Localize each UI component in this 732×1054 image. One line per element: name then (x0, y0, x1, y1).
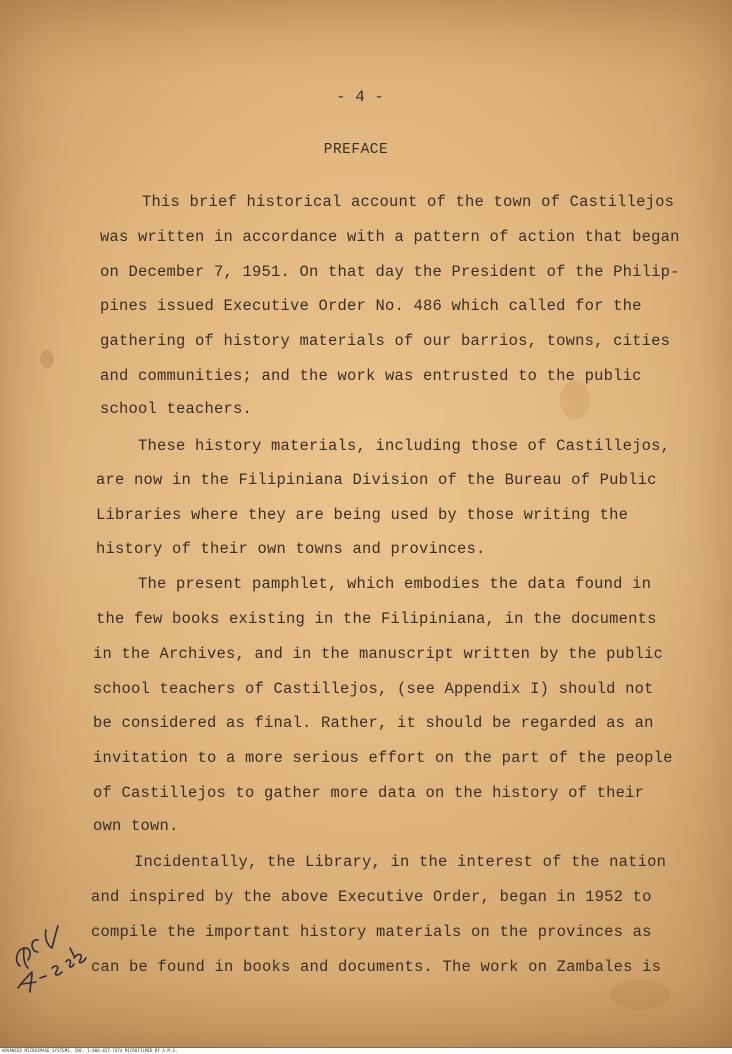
page-number: - 4 - (335, 88, 384, 106)
paragraph-line: school teachers of Castillejos, (see Appendix I) should not (93, 680, 654, 698)
footer-text: ADVANCED MICROIMAGE SYSTEMS, INC. 1-800-827-7474 MICROFILMED BY A.M.S. (2, 1048, 178, 1053)
paragraph-line: gathering of history materials of our barrios, towns, cities (100, 332, 671, 350)
paragraph-line: of Castillejos to gather more data on the history of their (93, 784, 645, 802)
paragraph-line: The present pamphlet, which embodies the data found in (138, 575, 652, 593)
paragraph-line: on December 7, 1951. On that day the President of the Philip- (100, 263, 680, 281)
paragraph-line: Libraries where they are being used by those writing the (96, 506, 629, 524)
paragraph-line: These history materials, including those of Castillejos, (138, 437, 671, 455)
paragraph-line: are now in the Filipiniana Division of the Bureau of Public (96, 471, 657, 489)
paragraph-line: in the Archives, and in the manuscript written by the public (93, 645, 664, 663)
paragraph-line: be considered as final. Rather, it should be regarded as an (93, 714, 654, 732)
paragraph-line: school teachers. (100, 400, 253, 418)
paper-stain (40, 350, 54, 368)
paragraph-line: the few books existing in the Filipiniana, in the documents (96, 610, 657, 628)
handwritten-signature (8, 918, 103, 998)
paragraph-line: compile the important history materials on the provinces as (91, 923, 652, 941)
paragraph-line: can be found in books and documents. The work on Zambales is (91, 958, 662, 976)
paragraph-line: own town. (93, 817, 179, 835)
paragraph-line: and communities; and the work was entrusted to the public (100, 367, 642, 385)
microfilm-footer (0, 1047, 732, 1054)
paragraph-line: This brief historical account of the town of Castillejos (142, 193, 675, 211)
paragraph-line: Incidentally, the Library, in the interest of the nation (134, 853, 667, 871)
paragraph-line: pines issued Executive Order No. 486 which called for the (100, 297, 642, 315)
paper-stain (560, 380, 590, 420)
page-title: PREFACE (323, 142, 389, 158)
paragraph-line: history of their own towns and provinces. (96, 540, 486, 558)
paragraph-line: was written in accordance with a pattern of action that began (100, 228, 680, 246)
paper-stain (610, 980, 670, 1010)
paragraph-line: and inspired by the above Executive Order, began in 1952 to (91, 888, 652, 906)
paragraph-line: invitation to a more serious effort on the part of the people (93, 749, 673, 767)
